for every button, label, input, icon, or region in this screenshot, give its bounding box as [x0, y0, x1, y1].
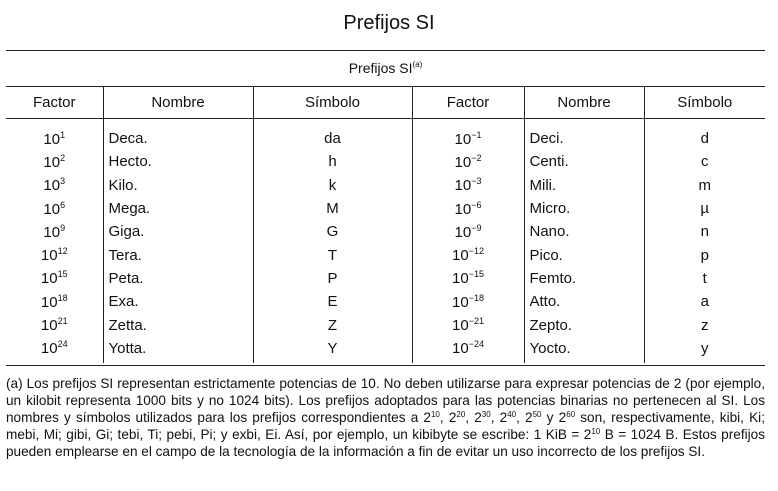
cell-symbol: Z [253, 313, 412, 336]
cell-factor [6, 119, 103, 151]
footnote-exponent: 60 [566, 410, 576, 419]
factor-exponent: −12 [468, 246, 484, 257]
cell-name-negative: Pico. [524, 243, 644, 266]
factor-base: 10 [43, 223, 61, 241]
header-factor-negative: Factor [412, 87, 524, 119]
header-factor: Factor [6, 87, 103, 119]
cell-factor-negative [412, 313, 524, 336]
factor-base: 10 [454, 130, 472, 148]
cell-symbol-negative: d [644, 119, 765, 151]
factor-base: 10 [40, 247, 58, 265]
factor-exponent: 1 [60, 129, 66, 140]
cell-factor [6, 220, 103, 243]
cell-symbol-negative: m [644, 174, 765, 197]
table-row [6, 337, 765, 363]
table-caption [6, 60, 765, 76]
factor-exponent: −1 [471, 129, 482, 140]
cell-name: Zetta. [103, 313, 253, 336]
cell-factor-negative [412, 119, 524, 151]
factor-base: 10 [454, 200, 472, 218]
footnote-exponent: 20 [456, 410, 466, 419]
footnote-text: , 2 [465, 410, 482, 425]
footnote-exponent: 10 [430, 410, 440, 419]
factor-base: 10 [454, 177, 472, 195]
factor-base: 10 [40, 317, 58, 335]
header-simbolo-negative: Símbolo [644, 87, 765, 119]
footnote-exponent: 10 [591, 427, 601, 436]
prefix-table [6, 86, 765, 363]
cell-factor [6, 197, 103, 220]
factor-base: 10 [43, 130, 61, 148]
cell-name: Peta. [103, 267, 253, 290]
cell-name-negative: Femto. [524, 267, 644, 290]
footnote-exponent: 50 [532, 410, 542, 419]
cell-name: Giga. [103, 220, 253, 243]
factor-exponent: 6 [60, 199, 66, 210]
cell-symbol-negative: t [644, 267, 765, 290]
table-caption-footnote-mark: (a) [412, 60, 423, 69]
cell-factor-negative [412, 290, 524, 313]
factor-exponent: −15 [468, 269, 484, 280]
cell-factor [6, 313, 103, 336]
footnote-text: , 2 [439, 410, 457, 425]
factor-exponent: 2 [60, 152, 66, 163]
table-row [6, 220, 765, 243]
cell-name: Tera. [103, 243, 253, 266]
cell-symbol: h [253, 150, 412, 173]
factor-base: 10 [454, 223, 472, 241]
cell-name-negative: Centi. [524, 150, 644, 173]
factor-base: 10 [452, 293, 469, 311]
cell-name: Exa. [103, 290, 253, 313]
cell-name-negative: Mili. [524, 174, 644, 197]
cell-symbol: T [253, 243, 412, 266]
cell-name: Kilo. [103, 174, 253, 197]
cell-factor-negative [412, 267, 524, 290]
prefix-table-frame [6, 50, 765, 366]
cell-factor [6, 290, 103, 313]
table-row [6, 197, 765, 220]
header-simbolo: Símbolo [253, 87, 412, 119]
footnote-text: , 2 [490, 410, 508, 425]
footnote-text: (a) Los prefijos SI representan estrictamente potencias de 10. No deben utilizarse para expresar potencias de 2 (por ejemplo, un kilobit representa 1000 bits y no 1024 bits). Los prefijos adoptados para las potencias binarias no pertenecen al SI. Los nombres y símbolos utilizados para los prefijos correspondientes a 2 [6, 376, 765, 425]
table-row [6, 150, 765, 173]
factor-base: 10 [452, 317, 469, 335]
table-row [6, 119, 765, 151]
footnote-text: , 2 [516, 410, 533, 425]
cell-factor-negative [412, 150, 524, 173]
table-row [6, 290, 765, 313]
cell-factor [6, 337, 103, 363]
cell-symbol-negative: z [644, 313, 765, 336]
cell-factor-negative [412, 174, 524, 197]
table-caption-text: Prefijos SI [348, 60, 413, 76]
factor-base: 10 [452, 270, 469, 288]
factor-exponent: −9 [471, 222, 482, 233]
factor-exponent: −2 [471, 152, 482, 163]
factor-base: 10 [43, 200, 61, 218]
cell-symbol: da [253, 119, 412, 151]
footnote-exponent: 30 [481, 410, 491, 419]
cell-factor-negative [412, 243, 524, 266]
factor-base: 10 [452, 340, 469, 358]
cell-name: Mega. [103, 197, 253, 220]
table-row [6, 243, 765, 266]
factor-exponent: 3 [60, 176, 66, 187]
cell-name: Deca. [103, 119, 253, 151]
factor-base: 10 [40, 270, 58, 288]
cell-name-negative: Micro. [524, 197, 644, 220]
footnote [6, 375, 765, 460]
factor-base: 10 [40, 340, 58, 358]
cell-factor [6, 243, 103, 266]
cell-factor-negative [412, 220, 524, 243]
factor-exponent: 18 [57, 292, 68, 303]
footnote-text: y 2 [541, 410, 567, 425]
cell-name: Yotta. [103, 337, 253, 363]
cell-symbol: G [253, 220, 412, 243]
factor-base: 10 [40, 293, 58, 311]
table-row [6, 313, 765, 336]
factor-base: 10 [43, 177, 61, 195]
cell-factor-negative [412, 197, 524, 220]
header-nombre: Nombre [103, 87, 253, 119]
cell-name: Hecto. [103, 150, 253, 173]
cell-symbol: Y [253, 337, 412, 363]
cell-factor [6, 267, 103, 290]
cell-symbol-negative: y [644, 337, 765, 363]
factor-exponent: 21 [57, 316, 68, 327]
factor-exponent: 24 [57, 339, 68, 350]
table-row [6, 174, 765, 197]
factor-base: 10 [452, 247, 469, 265]
factor-base: 10 [454, 153, 472, 171]
cell-symbol: k [253, 174, 412, 197]
cell-symbol: M [253, 197, 412, 220]
factor-exponent: −6 [471, 199, 482, 210]
header-nombre-negative: Nombre [524, 87, 644, 119]
footnote-text: son, respectivamente, kibi, Ki; mebi, Mi; gibi, Gi; tebi, Ti; pebi, Pi; y exbi, Ei. Así, por ejemplo, un kibibyte se escribe: 1 KiB = 2 [6, 410, 765, 442]
factor-exponent: 9 [60, 222, 66, 233]
factor-exponent: −21 [468, 316, 484, 327]
cell-symbol-negative: a [644, 290, 765, 313]
cell-factor [6, 150, 103, 173]
table-row [6, 267, 765, 290]
cell-name-negative: Nano. [524, 220, 644, 243]
cell-symbol-negative: µ [644, 197, 765, 220]
cell-symbol: P [253, 267, 412, 290]
cell-factor-negative [412, 337, 524, 363]
table-header-row [6, 87, 765, 119]
cell-name-negative: Zepto. [524, 313, 644, 336]
footnote-text: B = 1024 B. Estos prefijos pueden emplearse en el campo de la tecnología de la información a fin de evitar un uso incorrecto de los prefijos SI. [6, 427, 765, 459]
factor-exponent: −3 [471, 176, 482, 187]
cell-symbol: E [253, 290, 412, 313]
factor-exponent: −24 [468, 339, 484, 350]
cell-symbol-negative: p [644, 243, 765, 266]
cell-symbol-negative: c [644, 150, 765, 173]
factor-exponent: −18 [468, 292, 484, 303]
cell-name-negative: Deci. [524, 119, 644, 151]
cell-symbol-negative: n [644, 220, 765, 243]
cell-factor [6, 174, 103, 197]
footnote-exponent: 40 [507, 410, 517, 419]
factor-base: 10 [43, 153, 61, 171]
page-title: Prefijos SI [343, 12, 435, 34]
cell-name-negative: Atto. [524, 290, 644, 313]
factor-exponent: 12 [57, 246, 68, 257]
factor-exponent: 15 [57, 269, 68, 280]
cell-name-negative: Yocto. [524, 337, 644, 363]
